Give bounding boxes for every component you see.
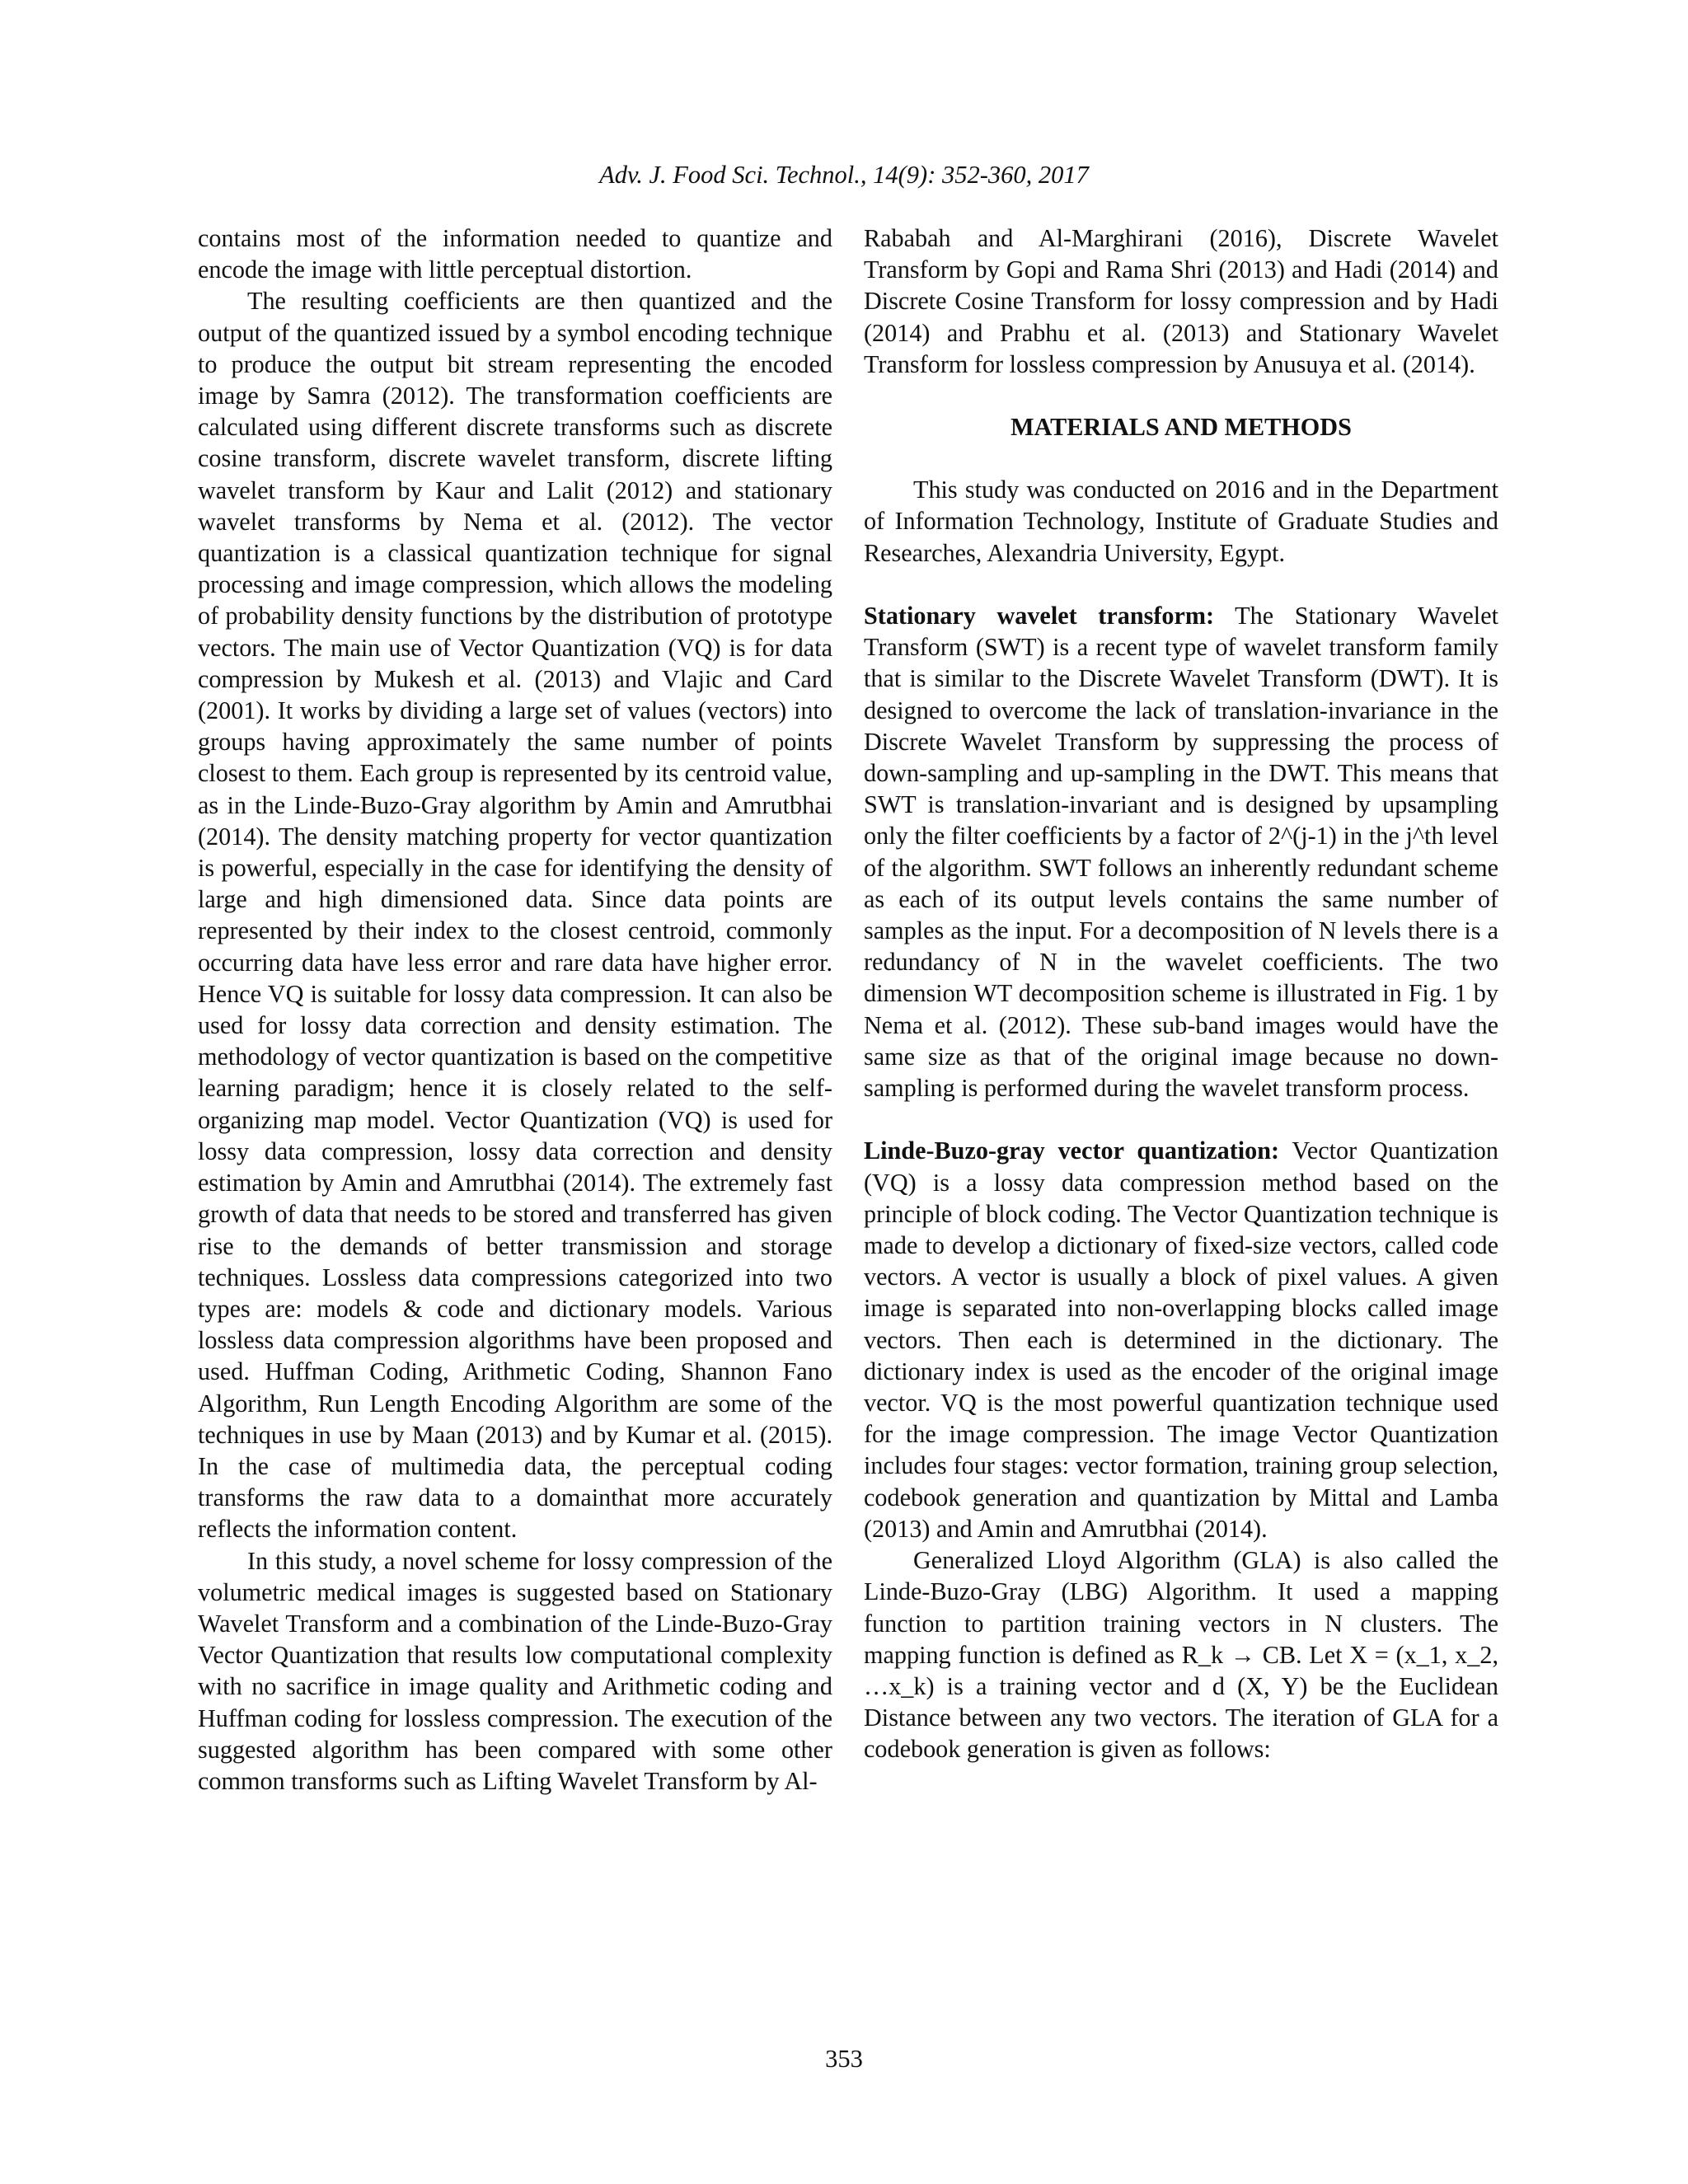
swt-title: Stationary wavelet transform:	[864, 602, 1215, 630]
lbg-title: Linde-Buzo-gray vector quantization:	[864, 1137, 1280, 1165]
swt-paragraph	[864, 600, 1498, 1104]
right-paragraph-1: Rababah and Al-Marghirani (2016), Discrete Wavelet Transform by Gopi and Rama Shri (2013) and Hadi (2014) and Discrete Cosine Transform for lossy compression and by Hadi (2014) and Prabhu et al. (2013) and Stationary Wavelet Transform for lossless compression by Anusuya et al. (2014).	[864, 224, 1498, 378]
gla-paragraph: Generalized Lloyd Algorithm (GLA) is also called the Linde-Buzo-Gray (LBG) Algorithm. It used a mapping function to partition training vectors in N clusters. The mapping function is defined as R_k → CB. Let X = (x_1, x_2, …x_k) is a training vector and d (X, Y) be the Euclidean Distance between any two vectors. The iteration of GLA for a codebook generation is given as follows:	[864, 1546, 1498, 1764]
left-paragraph-1: contains most of the information needed to quantize and encode the image with little perceptual distortion.	[198, 224, 832, 284]
section-heading: MATERIALS AND METHODS	[1010, 413, 1352, 442]
lbg-body: Vector Quantization (VQ) is a lossy data compression method based on the principle of block coding. The Vector Quantization technique is made to develop a dictionary of fixed-size vectors, called code vectors. A vector is usually a block of pixel values. A given image is separated into non-overlapping blocks called image vectors. Then each is determined in the dictionary. The dictionary index is used as the encoder of the original image vector. VQ is the most powerful quantization technique used for the image compression. The image Vector Quantization includes four stages: vector formation, training group selection, codebook generation and quantization by Mittal and Lamba (2013) and Amin and Amrutbhai (2014).	[864, 1137, 1498, 1543]
left-column	[198, 223, 832, 1797]
running-header: Adv. J. Food Sci. Technol., 14(9): 352-360, 2017	[599, 161, 1089, 189]
right-column	[864, 223, 1498, 1765]
lbg-paragraph	[864, 1135, 1498, 1544]
left-paragraph-3: In this study, a novel scheme for lossy compression of the volumetric medical images is suggested based on Stationary Wavelet Transform and a combination of the Linde-Buzo-Gray Vector Quantization that results low computational complexity with no sacrifice in image quality and Arithmetic coding and Huffman coding for lossless compression. The execution of the suggested algorithm has been compared with some other common transforms such as Lifting Wavelet Transform by Al-	[198, 1546, 832, 1795]
swt-body: The Stationary Wavelet Transform (SWT) is a recent type of wavelet transform family that is similar to the Discrete Wavelet Transform (DWT). It is designed to overcome the lack of translation-invariance in the Discrete Wavelet Transform by suppressing the process of down-sampling and up-sampling in the DWT. This means that SWT is translation-invariant and is designed by upsampling only the filter coefficients by a factor of 2^(j-1) in the j^th level of the algorithm. SWT follows an inherently redundant scheme as each of its output levels contains the same number of samples as the input. For a decomposition of N levels there is a redundancy of N in the wavelet coefficients. The two dimension WT decomposition scheme is illustrated in Fig. 1 by Nema et al. (2012). These sub-band images would have the same size as that of the original image because no down-sampling is performed during the wavelet transform process.	[864, 602, 1498, 1103]
page-number: 353	[825, 2045, 863, 2073]
right-paragraph-2: This study was conducted on 2016 and in the Department of Information Technology, Institute of Graduate Studies and Researches, Alexandria University, Egypt.	[864, 476, 1498, 567]
left-paragraph-2: The resulting coefficients are then quantized and the output of the quantized issued by a symbol encoding technique to produce the output bit stream representing the encoded image by Samra (2012). The transformation coefficients are calculated using different discrete transforms such as discrete cosine transform, discrete wavelet transform, discrete lifting wavelet transform by Kaur and Lalit (2012) and stationary wavelet transforms by Nema et al. (2012). The vector quantization is a classical quantization technique for signal processing and image compression, which allows the modeling of probability density functions by the distribution of prototype vectors. The main use of Vector Quantization (VQ) is for data compression by Mukesh et al. (2013) and Vlajic and Card (2001). It works by dividing a large set of values (vectors) into groups having approximately the same number of points closest to them. Each group is represented by its centroid value, as in the Linde-Buzo-Gray algorithm by Amin and Amrutbhai (2014). The density matching property for vector quantization is powerful, especially in the case for identifying the density of large and high dimensioned data. Since data points are represented by their index to the closest centroid, commonly occurring data have less error and rare data have higher error. Hence VQ is suitable for lossy data compression. It can also be used for lossy data correction and density estimation. The methodology of vector quantization is based on the competitive learning paradigm; hence it is closely related to the self-organizing map model. Vector Quantization (VQ) is used for lossy data compression, lossy data correction and density estimation by Amin and Amrutbhai (2014). The extremely fast growth of data that needs to be stored and transferred has given rise to the demands of better transmission and storage techniques. Lossless data compressions categorized into two types are: models & code and dictionary models. Various lossless data compression algorithms have been proposed and used. Huffman Coding, Arithmetic Coding, Shannon Fano Algorithm, Run Length Encoding Algorithm are some of the techniques in use by Maan (2013) and by Kumar et al. (2015). In the case of multimedia data, the perceptual coding transforms the raw data to a domainthat more accurately reflects the information content.	[198, 287, 832, 1544]
